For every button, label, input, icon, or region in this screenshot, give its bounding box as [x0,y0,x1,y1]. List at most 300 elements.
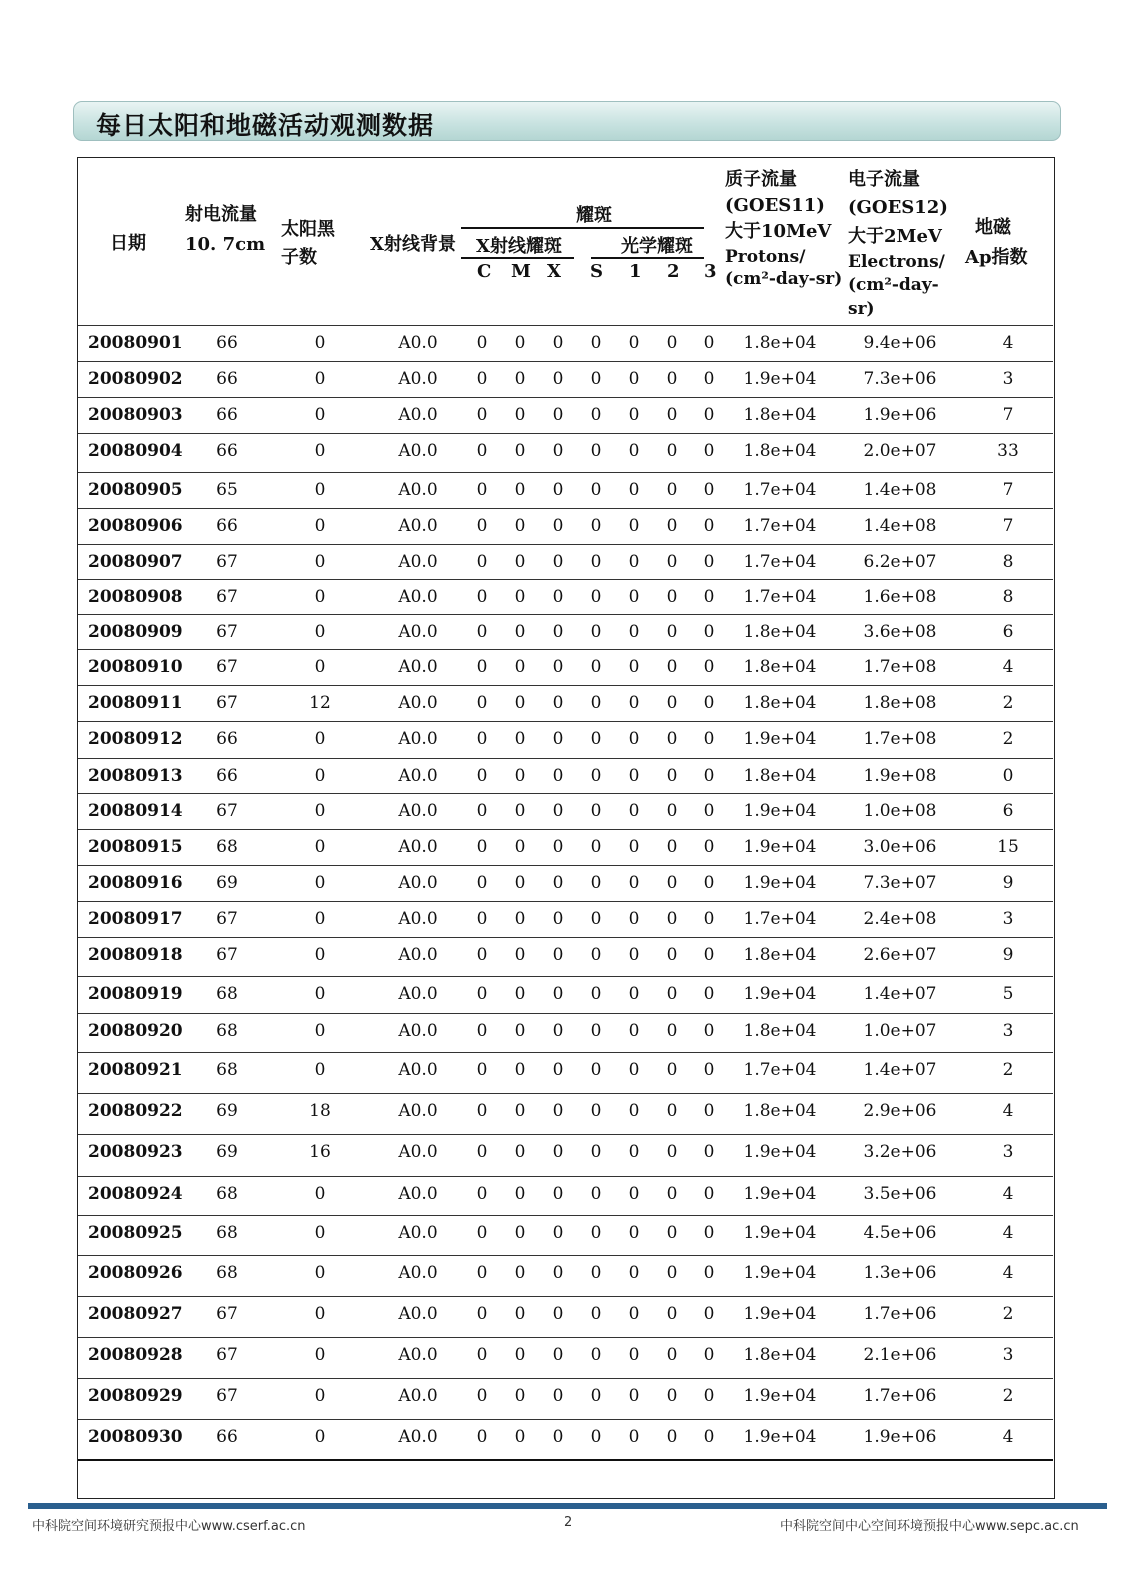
cell-proton-flux: 1.9e+04 [743,1223,817,1243]
cell-flare-s: 0 [590,1223,602,1243]
header-proton-line4: Protons/ [725,247,806,267]
cell-flare-x: 0 [552,1184,564,1204]
cell-flare-x: 0 [552,1386,564,1406]
table-row [78,1378,1053,1419]
cell-flare-x: 0 [552,657,564,677]
cell-xray-background: A0.0 [398,587,438,607]
cell-proton-flux: 1.7e+04 [743,587,817,607]
cell-flare-c: 0 [476,693,488,713]
header-class-3: 3 [704,261,717,282]
cell-xray-background: A0.0 [398,801,438,821]
cell-sunspot-number: 0 [314,1427,326,1447]
cell-date: 20080906 [88,516,183,536]
cell-flare-m: 0 [514,657,526,677]
cell-flare-3: 0 [703,801,715,821]
cell-flare-3: 0 [703,1101,715,1121]
cell-proton-flux: 1.9e+04 [743,1184,817,1204]
cell-flare-s: 0 [590,801,602,821]
cell-xray-background: A0.0 [398,369,438,389]
table-row [78,721,1053,758]
cell-flare-c: 0 [476,622,488,642]
cell-flare-1: 0 [628,837,640,857]
cell-flare-x: 0 [552,729,564,749]
cell-flare-x: 0 [552,1060,564,1080]
cell-sunspot-number: 0 [314,1021,326,1041]
cell-flare-c: 0 [476,1060,488,1080]
cell-sunspot-number: 12 [309,693,331,713]
cell-proton-flux: 1.7e+04 [743,909,817,929]
header-flux-line2: 10. 7cm [185,234,266,255]
cell-flare-c: 0 [476,1021,488,1041]
cell-proton-flux: 1.9e+04 [743,1142,817,1162]
cell-xray-background: A0.0 [398,1101,438,1121]
cell-electron-flux: 6.2e+07 [863,552,937,572]
cell-xray-background: A0.0 [398,405,438,425]
cell-sunspot-number: 0 [314,1184,326,1204]
header-class-c: C [477,261,492,282]
cell-flare-1: 0 [628,1184,640,1204]
cell-ap-index: 4 [1002,1184,1014,1204]
cell-flare-m: 0 [514,480,526,500]
cell-flare-2: 0 [666,1021,678,1041]
cell-flare-s: 0 [590,1427,602,1447]
cell-flare-1: 0 [628,693,640,713]
cell-flare-c: 0 [476,1386,488,1406]
cell-flare-1: 0 [628,552,640,572]
cell-date: 20080930 [88,1427,183,1447]
cell-flare-2: 0 [666,909,678,929]
cell-flare-2: 0 [666,801,678,821]
cell-date: 20080927 [88,1304,183,1324]
cell-flare-x: 0 [552,1304,564,1324]
cell-radio-flux: 67 [216,552,238,572]
cell-ap-index: 7 [1002,405,1014,425]
cell-flare-m: 0 [514,1184,526,1204]
cell-date: 20080922 [88,1101,183,1121]
cell-xray-background: A0.0 [398,1345,438,1365]
cell-flare-c: 0 [476,1184,488,1204]
table-row [78,829,1053,865]
header-flare: 耀斑 [576,205,612,226]
cell-flare-m: 0 [514,622,526,642]
cell-proton-flux: 1.8e+04 [743,693,817,713]
cell-sunspot-number: 0 [314,369,326,389]
cell-radio-flux: 68 [216,837,238,857]
cell-xray-background: A0.0 [398,873,438,893]
cell-flare-s: 0 [590,1021,602,1041]
cell-flare-3: 0 [703,873,715,893]
table-row [78,976,1053,1013]
cell-flare-m: 0 [514,405,526,425]
cell-xray-background: A0.0 [398,480,438,500]
cell-flare-c: 0 [476,405,488,425]
cell-flare-c: 0 [476,516,488,536]
cell-flare-m: 0 [514,441,526,461]
cell-flare-s: 0 [590,984,602,1004]
cell-sunspot-number: 0 [314,984,326,1004]
cell-flare-c: 0 [476,837,488,857]
cell-radio-flux: 67 [216,945,238,965]
cell-flare-c: 0 [476,587,488,607]
cell-proton-flux: 1.9e+04 [743,984,817,1004]
cell-sunspot-number: 0 [314,1223,326,1243]
cell-xray-background: A0.0 [398,909,438,929]
cell-sunspot-number: 0 [314,587,326,607]
cell-sunspot-number: 0 [314,333,326,353]
cell-flare-c: 0 [476,1223,488,1243]
cell-flare-m: 0 [514,552,526,572]
cell-ap-index: 9 [1002,873,1014,893]
cell-electron-flux: 1.0e+08 [863,801,937,821]
cell-flare-3: 0 [703,837,715,857]
cell-flare-m: 0 [514,1060,526,1080]
cell-electron-flux: 9.4e+06 [863,333,937,353]
cell-flare-1: 0 [628,1142,640,1162]
table-row [78,579,1053,614]
cell-flare-2: 0 [666,657,678,677]
cell-ap-index: 2 [1002,693,1014,713]
cell-electron-flux: 1.9e+06 [863,405,937,425]
cell-flare-3: 0 [703,587,715,607]
cell-ap-index: 4 [1002,657,1014,677]
cell-flare-3: 0 [703,1304,715,1324]
cell-flare-3: 0 [703,766,715,786]
cell-radio-flux: 66 [216,766,238,786]
cell-ap-index: 4 [1002,1263,1014,1283]
header-electron-line2: (GOES12) [848,197,948,218]
cell-xray-background: A0.0 [398,1386,438,1406]
cell-electron-flux: 1.4e+08 [863,516,937,536]
cell-flare-2: 0 [666,837,678,857]
table-row [78,1134,1053,1176]
cell-flare-x: 0 [552,1345,564,1365]
cell-flare-c: 0 [476,552,488,572]
cell-sunspot-number: 0 [314,766,326,786]
cell-flare-c: 0 [476,873,488,893]
cell-sunspot-number: 0 [314,1386,326,1406]
cell-date: 20080904 [88,441,183,461]
header-class-x: X [547,261,561,282]
cell-flare-s: 0 [590,1184,602,1204]
table-row [78,1296,1053,1337]
cell-flare-c: 0 [476,333,488,353]
cell-date: 20080924 [88,1184,183,1204]
cell-radio-flux: 67 [216,1304,238,1324]
cell-ap-index: 0 [1002,766,1014,786]
cell-date: 20080925 [88,1223,183,1243]
cell-ap-index: 33 [997,441,1019,461]
cell-xray-background: A0.0 [398,729,438,749]
cell-flare-1: 0 [628,405,640,425]
cell-flare-1: 0 [628,873,640,893]
cell-radio-flux: 66 [216,441,238,461]
cell-flare-1: 0 [628,801,640,821]
table-row [78,1052,1053,1093]
cell-flare-s: 0 [590,945,602,965]
cell-flare-2: 0 [666,480,678,500]
cell-radio-flux: 67 [216,909,238,929]
cell-flare-m: 0 [514,1223,526,1243]
table-row [78,361,1053,397]
table-row [78,1337,1053,1378]
cell-flare-c: 0 [476,1263,488,1283]
cell-flare-3: 0 [703,1427,715,1447]
header-ap-line1: 地磁 [975,217,1011,238]
cell-flare-1: 0 [628,516,640,536]
cell-flare-c: 0 [476,909,488,929]
cell-ap-index: 4 [1002,1427,1014,1447]
cell-flare-c: 0 [476,1101,488,1121]
cell-proton-flux: 1.9e+04 [743,1263,817,1283]
cell-flare-s: 0 [590,837,602,857]
cell-radio-flux: 66 [216,729,238,749]
cell-flare-3: 0 [703,945,715,965]
cell-ap-index: 8 [1002,587,1014,607]
cell-flare-m: 0 [514,729,526,749]
cell-electron-flux: 1.7e+08 [863,657,937,677]
cell-ap-index: 3 [1002,1345,1014,1365]
header-flare-rule [461,227,704,229]
cell-radio-flux: 66 [216,516,238,536]
cell-xray-background: A0.0 [398,552,438,572]
cell-ap-index: 2 [1002,1386,1014,1406]
table-row [78,397,1053,433]
cell-flare-2: 0 [666,622,678,642]
header-electron-line6: sr) [848,299,875,319]
cell-flare-c: 0 [476,1427,488,1447]
cell-flare-s: 0 [590,1386,602,1406]
cell-electron-flux: 7.3e+07 [863,873,937,893]
cell-flare-s: 0 [590,516,602,536]
data-table [77,157,1055,1499]
cell-flare-m: 0 [514,1345,526,1365]
cell-electron-flux: 3.2e+06 [863,1142,937,1162]
cell-flare-m: 0 [514,1101,526,1121]
cell-flare-x: 0 [552,873,564,893]
cell-flare-1: 0 [628,1386,640,1406]
cell-xray-background: A0.0 [398,1427,438,1447]
cell-flare-m: 0 [514,984,526,1004]
cell-flare-c: 0 [476,984,488,1004]
header-proton-line3: 大于10MeV [725,221,832,242]
cell-flare-1: 0 [628,984,640,1004]
cell-ap-index: 3 [1002,1021,1014,1041]
cell-flare-3: 0 [703,1223,715,1243]
cell-sunspot-number: 0 [314,516,326,536]
cell-xray-background: A0.0 [398,693,438,713]
cell-flare-c: 0 [476,729,488,749]
cell-flare-1: 0 [628,1304,640,1324]
cell-xray-background: A0.0 [398,1184,438,1204]
cell-flare-x: 0 [552,333,564,353]
cell-flare-3: 0 [703,1263,715,1283]
cell-date: 20080903 [88,405,183,425]
cell-ap-index: 8 [1002,552,1014,572]
header-optical-flare: 光学耀斑 [621,236,693,257]
cell-flare-s: 0 [590,369,602,389]
cell-electron-flux: 7.3e+06 [863,369,937,389]
cell-proton-flux: 1.7e+04 [743,480,817,500]
cell-flare-x: 0 [552,622,564,642]
cell-date: 20080912 [88,729,183,749]
cell-xray-background: A0.0 [398,1223,438,1243]
cell-radio-flux: 68 [216,1223,238,1243]
cell-date: 20080907 [88,552,183,572]
cell-sunspot-number: 0 [314,622,326,642]
cell-flare-x: 0 [552,1021,564,1041]
cell-proton-flux: 1.7e+04 [743,516,817,536]
cell-sunspot-number: 0 [314,837,326,857]
cell-sunspot-number: 0 [314,909,326,929]
cell-flare-2: 0 [666,369,678,389]
cell-sunspot-number: 0 [314,657,326,677]
cell-electron-flux: 3.0e+06 [863,837,937,857]
footer-right-credit: 中科院空间中心空间环境预报中心www.sepc.ac.cn [780,1519,1079,1534]
cell-flare-2: 0 [666,766,678,786]
cell-flare-1: 0 [628,333,640,353]
cell-flare-2: 0 [666,945,678,965]
cell-ap-index: 9 [1002,945,1014,965]
cell-proton-flux: 1.8e+04 [743,945,817,965]
cell-flare-m: 0 [514,516,526,536]
header-class-2: 2 [667,261,680,282]
cell-flare-1: 0 [628,1101,640,1121]
header-sunspot-line1: 太阳黑 [281,219,335,240]
cell-radio-flux: 68 [216,984,238,1004]
cell-flare-m: 0 [514,1386,526,1406]
cell-flare-m: 0 [514,1304,526,1324]
cell-electron-flux: 1.9e+06 [863,1427,937,1447]
cell-proton-flux: 1.8e+04 [743,333,817,353]
footer-divider [28,1503,1107,1509]
cell-flare-1: 0 [628,1345,640,1365]
title-banner [73,101,1061,141]
cell-electron-flux: 1.6e+08 [863,587,937,607]
cell-flare-x: 0 [552,1142,564,1162]
table-row [78,433,1053,472]
cell-date: 20080911 [88,693,183,713]
table-row [78,937,1053,976]
cell-date: 20080921 [88,1060,183,1080]
header-class-m: M [511,261,531,282]
cell-electron-flux: 2.9e+06 [863,1101,937,1121]
cell-electron-flux: 3.5e+06 [863,1184,937,1204]
cell-flare-2: 0 [666,1386,678,1406]
cell-ap-index: 2 [1002,729,1014,749]
cell-flare-2: 0 [666,1427,678,1447]
cell-xray-background: A0.0 [398,837,438,857]
cell-flare-2: 0 [666,587,678,607]
cell-date: 20080928 [88,1345,183,1365]
cell-ap-index: 3 [1002,909,1014,929]
cell-ap-index: 6 [1002,801,1014,821]
cell-flare-s: 0 [590,480,602,500]
cell-flare-1: 0 [628,587,640,607]
cell-proton-flux: 1.8e+04 [743,657,817,677]
cell-flare-x: 0 [552,587,564,607]
cell-flare-2: 0 [666,1184,678,1204]
table-row [78,544,1053,579]
cell-sunspot-number: 0 [314,441,326,461]
cell-flare-m: 0 [514,766,526,786]
cell-proton-flux: 1.8e+04 [743,1345,817,1365]
table-row [78,685,1053,721]
cell-proton-flux: 1.7e+04 [743,1060,817,1080]
cell-radio-flux: 67 [216,587,238,607]
cell-electron-flux: 1.7e+08 [863,729,937,749]
cell-proton-flux: 1.9e+04 [743,369,817,389]
header-proton-line5: (cm²-day-sr) [725,269,843,289]
cell-flare-s: 0 [590,693,602,713]
cell-date: 20080909 [88,622,183,642]
cell-flare-x: 0 [552,480,564,500]
cell-flare-m: 0 [514,945,526,965]
cell-flare-m: 0 [514,333,526,353]
cell-flare-1: 0 [628,369,640,389]
cell-flare-m: 0 [514,909,526,929]
cell-electron-flux: 1.8e+08 [863,693,937,713]
cell-xray-background: A0.0 [398,516,438,536]
cell-date: 20080919 [88,984,183,1004]
cell-xray-background: A0.0 [398,441,438,461]
cell-date: 20080916 [88,873,183,893]
cell-flare-m: 0 [514,873,526,893]
cell-xray-background: A0.0 [398,1060,438,1080]
cell-flare-1: 0 [628,945,640,965]
table-row [78,1419,1053,1459]
cell-flare-x: 0 [552,693,564,713]
cell-flare-2: 0 [666,1101,678,1121]
cell-date: 20080920 [88,1021,183,1041]
cell-radio-flux: 66 [216,405,238,425]
cell-sunspot-number: 0 [314,945,326,965]
cell-flare-1: 0 [628,1021,640,1041]
header-optical-flare-rule [591,257,704,259]
cell-flare-1: 0 [628,909,640,929]
cell-flare-x: 0 [552,516,564,536]
cell-flare-2: 0 [666,333,678,353]
cell-xray-background: A0.0 [398,333,438,353]
cell-flare-2: 0 [666,729,678,749]
cell-electron-flux: 2.4e+08 [863,909,937,929]
cell-flare-c: 0 [476,945,488,965]
cell-proton-flux: 1.9e+04 [743,837,817,857]
cell-electron-flux: 1.4e+08 [863,480,937,500]
cell-flare-s: 0 [590,1304,602,1324]
cell-ap-index: 2 [1002,1060,1014,1080]
cell-flare-3: 0 [703,516,715,536]
cell-flare-s: 0 [590,766,602,786]
cell-flare-2: 0 [666,1223,678,1243]
table-row [78,865,1053,901]
header-class-1: 1 [629,261,642,282]
cell-flare-s: 0 [590,622,602,642]
cell-proton-flux: 1.9e+04 [743,729,817,749]
cell-ap-index: 3 [1002,369,1014,389]
cell-flare-s: 0 [590,873,602,893]
cell-flare-x: 0 [552,1263,564,1283]
cell-flare-3: 0 [703,909,715,929]
cell-sunspot-number: 0 [314,552,326,572]
cell-flare-m: 0 [514,369,526,389]
cell-flare-s: 0 [590,729,602,749]
cell-flare-3: 0 [703,1386,715,1406]
cell-xray-background: A0.0 [398,984,438,1004]
cell-proton-flux: 1.9e+04 [743,873,817,893]
cell-flare-x: 0 [552,837,564,857]
cell-date: 20080929 [88,1386,183,1406]
cell-flare-c: 0 [476,657,488,677]
